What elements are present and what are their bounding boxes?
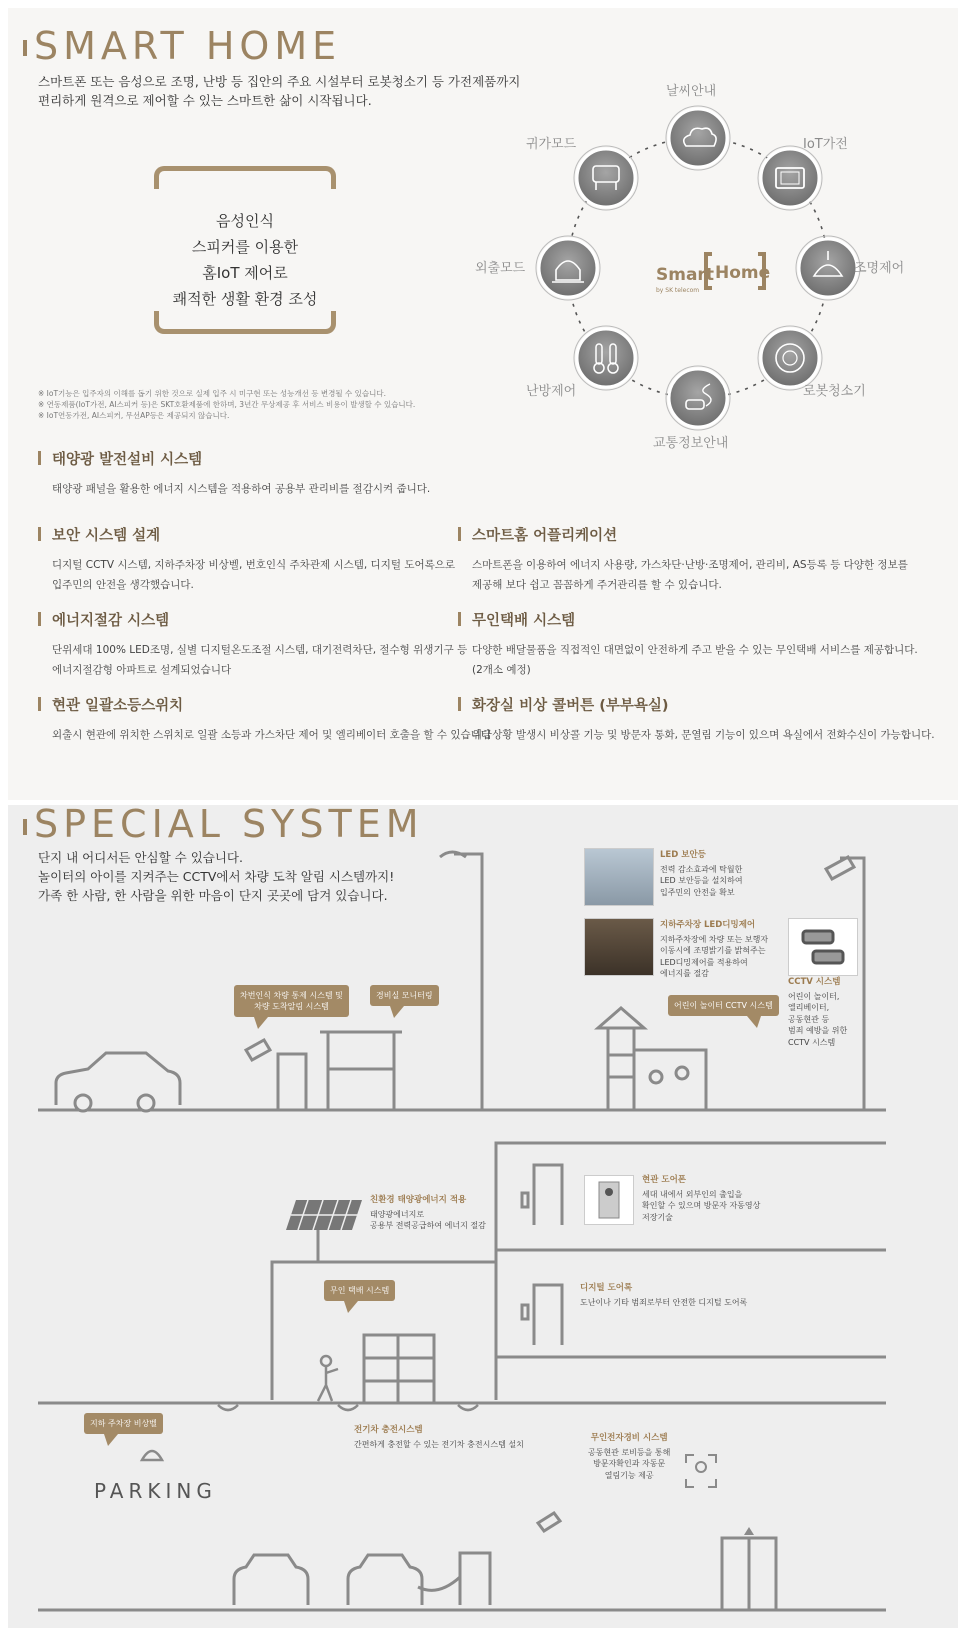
doorphone-photo bbox=[584, 1175, 634, 1225]
feature-desc: 스마트폰을 이용하여 에너지 사용량, 가스차단·난방·조명제어, 관리비, AS등록 등 다양한 정보를 제공해 보다 쉽고 꼼꼼하게 주거관리를 할 수 있습니다. bbox=[472, 559, 908, 591]
feature-title: 무인택배 시스템 bbox=[458, 609, 918, 630]
ev-info: 전기차 충전시스템 간편하게 충전할 수 있는 전기차 충전시스템 설치 bbox=[354, 1425, 524, 1449]
callout-vehicle: 차번인식 차량 통제 시스템 및 차량 도착알림 시스템 bbox=[234, 985, 349, 1017]
feature-desc: 외출시 현관에 위치한 스위치로 일괄 소등과 가스차단 제어 및 엘리베이터 호출을 할 수 있습니다 bbox=[52, 729, 491, 741]
ceiling-lamps bbox=[218, 1405, 478, 1410]
label-iot: IoT가전 bbox=[803, 137, 848, 152]
note-line: ※ 연동제품(IoT가전, AI스피커 등)은 SKT호환제품에 한하며, 3년간 무상제공 후 서비스 비용이 발생할 수 있습니다. bbox=[38, 400, 416, 409]
smart-home-title: SMART HOME bbox=[34, 24, 342, 68]
feature-desc: 위급상황 발생시 비상콜 기능 및 방문자 통화, 문열림 기능이 있으며 욕실에서 전화수신이 가능합니다. bbox=[472, 729, 935, 741]
callout-guard: 경비실 모니터링 bbox=[370, 985, 439, 1006]
callout-playground: 어린이 놀이터 CCTV 시스템 bbox=[668, 995, 779, 1016]
traffic-icon bbox=[666, 366, 730, 430]
feature-app bbox=[458, 524, 908, 595]
callout-delivery: 무인 택배 시스템 bbox=[324, 1280, 395, 1301]
doorlock-info: 디지털 도어록 도난이나 기타 범죄로부터 안전한 디지털 도어록 bbox=[580, 1283, 748, 1307]
note-line: ※ IoT기능은 입주자의 이해를 돕기 위한 것으로 실제 입주 시 미구현 또는 성능개선 등 변경될 수 있습니다. bbox=[38, 389, 386, 398]
cctv-camera bbox=[826, 857, 854, 879]
delivery-person-icon bbox=[318, 1356, 338, 1401]
label-traffic: 교통정보안내 bbox=[653, 436, 729, 451]
feature-title: 에너지절감 시스템 bbox=[38, 609, 467, 630]
logo-home: Home bbox=[715, 263, 771, 283]
led-light-photo bbox=[584, 848, 654, 906]
street-lamp-pole bbox=[454, 854, 482, 1110]
feature-desc: 디지털 CCTV 시스템, 지하주차장 비상벨, 번호인식 주차관제 시스템, 디지털 도어록으로 입주민의 안전을 생각했습니다. bbox=[52, 559, 456, 591]
bracket-top bbox=[154, 166, 336, 189]
feature-security bbox=[38, 524, 455, 595]
ev-car bbox=[348, 1555, 422, 1605]
playground bbox=[598, 1008, 706, 1110]
car-wheel bbox=[138, 1095, 154, 1111]
parking-led-info: 지하주차장 LED디밍제어 지하주차장에 차량 또는 보행자 이동시에 조명밝기를 밝혀주는 LED디밍제어를 적용하여 에너지를 절감 bbox=[660, 920, 769, 978]
cctv-camera bbox=[246, 1040, 270, 1060]
logo-smart: Smart bbox=[656, 265, 714, 285]
feature-title: 보안 시스템 설계 bbox=[38, 524, 455, 545]
elevator bbox=[722, 1538, 776, 1610]
door-upper bbox=[534, 1165, 562, 1225]
special-system-title: SPECIAL SYSTEM bbox=[34, 802, 424, 846]
feature-solar bbox=[38, 448, 430, 499]
emergency-bell-icon bbox=[142, 1451, 162, 1460]
feature-desc: 단위세대 100% LED조명, 실별 디지털온도조절 시스템, 대기전력차단, 절수형 위생기구 등 에너지절감형 아파트로 설계되었습니다 bbox=[52, 644, 468, 676]
gate-post bbox=[278, 1054, 306, 1110]
alarm-icon bbox=[536, 236, 600, 300]
callout-emergency: 지하 주차장 비상벨 bbox=[84, 1413, 163, 1434]
feature-bathroom-call bbox=[458, 694, 935, 745]
guard-house bbox=[320, 1032, 402, 1110]
tv-icon bbox=[758, 146, 822, 210]
intro-line: 놀이터의 아이를 지켜주는 CCTV에서 차량 도착 알림 시스템까지! bbox=[38, 869, 395, 884]
section-marker bbox=[23, 40, 27, 56]
label-weather: 날씨안내 bbox=[666, 84, 717, 99]
feature-title: 스마트홈 어플리케이션 bbox=[458, 524, 908, 545]
feature-switch bbox=[38, 694, 491, 745]
parking-led-photo bbox=[584, 918, 654, 976]
feature-desc: 다양한 배달물품을 직접적인 대면없이 안전하게 주고 받을 수 있는 무인택배 서비스를 제공합니다. (2개소 예정) bbox=[472, 644, 918, 676]
feature-title: 태양광 발전설비 시스템 bbox=[38, 448, 430, 469]
intro-line: 편리하게 원격으로 제어할 수 있는 스마트한 삶이 시작됩니다. bbox=[38, 93, 372, 108]
face-recognition-icon bbox=[686, 1455, 716, 1487]
label-away: 외출모드 bbox=[475, 261, 526, 276]
charging-cable bbox=[418, 1577, 460, 1590]
bracket-text bbox=[154, 208, 336, 312]
light-icon bbox=[796, 236, 860, 300]
sofa-icon bbox=[574, 146, 638, 210]
bracket-line: 스피커를 이용한 bbox=[191, 238, 299, 256]
parking-cctv bbox=[538, 1513, 560, 1531]
label-return: 귀가모드 bbox=[526, 137, 577, 152]
doorphone-info: 현관 도어폰 세대 내에서 외부인의 출입을 확인할 수 있으며 방문자 자동영상 저장기술 bbox=[642, 1175, 761, 1222]
guard-system-info: 무인전자경비 시스템 공동현관 로비등을 통해 방문자확인과 자동문 열림기능 제공 bbox=[588, 1433, 671, 1480]
bracket-line: 음성인식 bbox=[216, 212, 274, 230]
parking-label: PARKING bbox=[94, 1479, 217, 1503]
bracket-line: 홈IoT 제어로 bbox=[202, 264, 288, 282]
note-line: ※ IoT연동가전, AI스피커, 무선AP등은 제공되지 않습니다. bbox=[38, 411, 230, 420]
label-heating: 난방제어 bbox=[526, 384, 577, 399]
weather-icon bbox=[666, 106, 730, 170]
voice-control-bracket bbox=[154, 166, 336, 334]
special-system-section bbox=[8, 802, 958, 1628]
cctv-photo bbox=[788, 918, 858, 976]
elevator-up-icon bbox=[744, 1527, 754, 1535]
feature-desc: 태양광 패널을 활용한 에너지 시스템을 적용하여 공용부 관리비를 절감시켜 줍니다. bbox=[52, 483, 431, 495]
iot-notes bbox=[38, 388, 415, 421]
bracket-bottom bbox=[154, 311, 336, 334]
logo-by: by SK telecom bbox=[656, 287, 700, 294]
label-light: 조명제어 bbox=[854, 261, 905, 276]
thermometer-icon bbox=[574, 326, 638, 390]
car-wheel bbox=[75, 1095, 91, 1111]
cctv-info: CCTV 시스템 어린이 놀이터, 엘리베이터, 공동현관 등 범죄 예방을 위한 CCTV 시스템 bbox=[788, 977, 848, 1047]
smart-home-section bbox=[8, 8, 958, 800]
intro-line: 스마트폰 또는 음성으로 조명, 난방 등 집안의 주요 시설부터 로봇청소기 등 가전제품까지 bbox=[38, 74, 521, 89]
led-info: LED 보안등 전력 감소효과에 탁월한 LED 보안등을 설치하여 입주민의 안전을 확보 bbox=[660, 850, 743, 897]
label-robot: 로봇청소기 bbox=[803, 384, 866, 399]
bracket-line: 쾌적한 생활 환경 조성 bbox=[172, 290, 318, 308]
door-lower bbox=[534, 1285, 562, 1345]
intro-line: 가족 한 사람, 한 사람을 위한 마음이 단지 곳곳에 담겨 있습니다. bbox=[38, 888, 388, 903]
feature-energy bbox=[38, 609, 467, 680]
feature-title: 현관 일괄소등스위치 bbox=[38, 694, 491, 715]
ev-charger bbox=[460, 1553, 490, 1605]
intro-line: 단지 내 어디서든 안심할 수 있습니다. bbox=[38, 850, 243, 865]
feature-title: 화장실 비상 콜버튼 (부부욕실) bbox=[458, 694, 935, 715]
solar-info: 친환경 태양광에너지 적용 태양광에너지로 공용부 전력공급하여 에너지 절감 bbox=[370, 1195, 486, 1230]
feature-delivery bbox=[458, 609, 918, 680]
car-outline bbox=[56, 1053, 180, 1105]
parked-car bbox=[234, 1555, 308, 1605]
